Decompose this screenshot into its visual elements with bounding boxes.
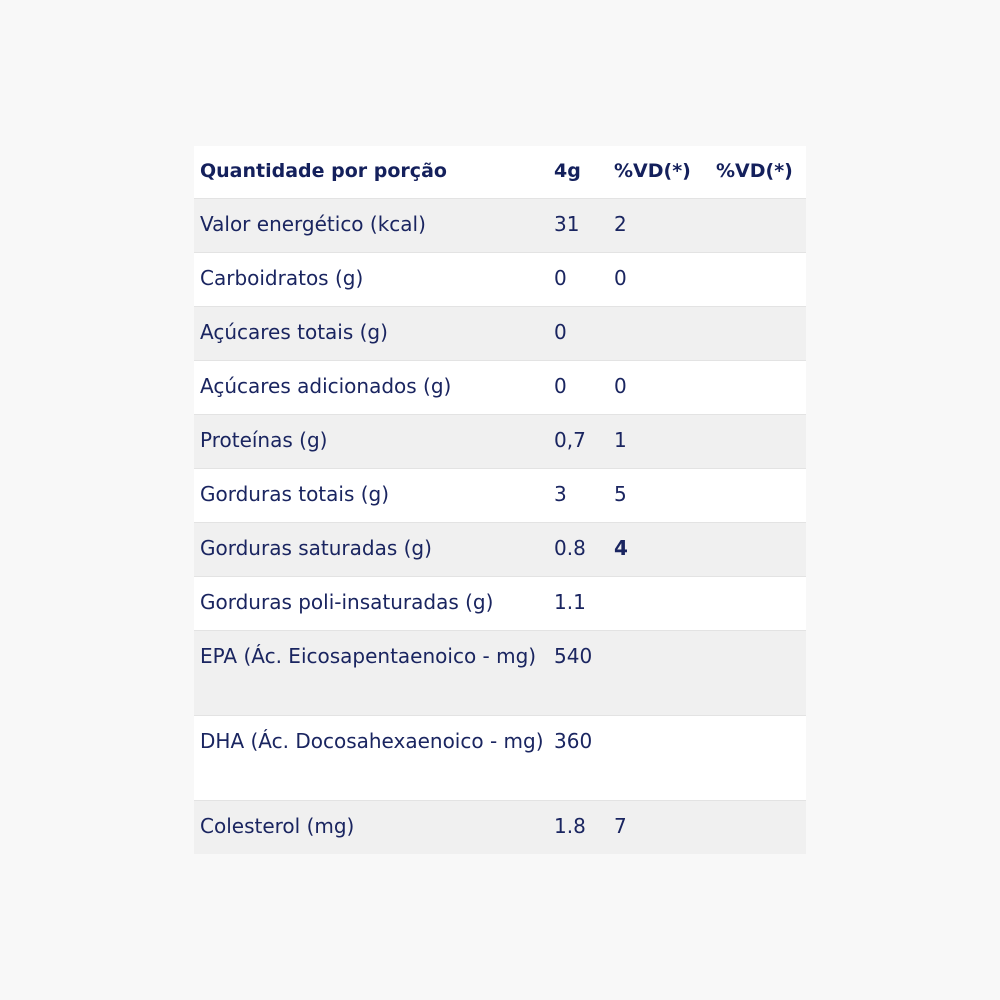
nutrient-daily-value-2	[712, 252, 806, 306]
nutrition-table	[194, 146, 806, 854]
nutrient-amount: 0	[554, 265, 567, 290]
nutrient-name: EPA (Ác. Eicosapentaenoico - mg)	[200, 643, 537, 668]
nutrient-daily-value-2	[712, 630, 806, 715]
nutrient-name: Gorduras totais (g)	[200, 481, 390, 506]
nutrient-daily-value-2	[712, 800, 806, 854]
nutrient-amount: 360	[554, 728, 593, 753]
nutrient-daily-value	[610, 306, 712, 360]
nutrient-name: Açúcares totais (g)	[200, 319, 388, 344]
nutrient-amount: 0,7	[554, 427, 586, 452]
table-row	[194, 715, 806, 800]
nutrient-daily-value: 1	[614, 427, 627, 452]
nutrient-amount: 1.1	[554, 589, 586, 614]
nutrient-amount: 3	[554, 481, 567, 506]
table-row	[194, 198, 806, 252]
nutrient-name: Valor energético (kcal)	[200, 211, 426, 236]
nutrient-name: Proteínas (g)	[200, 427, 328, 452]
nutrient-amount: 540	[554, 643, 593, 668]
nutrient-name: DHA (Ác. Docosahexaenoico - mg)	[200, 728, 544, 753]
nutrient-amount: 31	[554, 211, 580, 236]
nutrient-daily-value	[610, 630, 712, 715]
header-quantity-per-serving: Quantidade por porção	[200, 160, 447, 182]
nutrient-daily-value: 4	[614, 535, 628, 560]
nutrient-daily-value: 0	[614, 373, 627, 398]
table-header-row	[194, 146, 806, 198]
table-row	[194, 576, 806, 630]
nutrient-name: Gorduras poli-insaturadas (g)	[200, 589, 494, 614]
nutrient-name: Colesterol (mg)	[200, 813, 355, 838]
table-row	[194, 468, 806, 522]
nutrient-daily-value-2	[712, 522, 806, 576]
nutrient-daily-value	[610, 715, 712, 800]
nutrient-daily-value: 7	[614, 813, 627, 838]
table-row	[194, 360, 806, 414]
nutrient-daily-value-2	[712, 715, 806, 800]
nutrient-amount: 1.8	[554, 813, 586, 838]
nutrient-daily-value	[610, 576, 712, 630]
nutrient-amount: 0.8	[554, 535, 586, 560]
table-row	[194, 522, 806, 576]
table-row	[194, 630, 806, 715]
nutrient-name: Carboidratos (g)	[200, 265, 364, 290]
table-row	[194, 306, 806, 360]
header-daily-value-1: %VD(*)	[614, 160, 691, 182]
nutrient-daily-value: 5	[614, 481, 627, 506]
nutrient-name: Açúcares adicionados (g)	[200, 373, 452, 398]
nutrient-daily-value-2	[712, 306, 806, 360]
table-row	[194, 414, 806, 468]
table-row	[194, 800, 806, 854]
table-row	[194, 252, 806, 306]
nutrient-daily-value-2	[712, 414, 806, 468]
nutrient-daily-value-2	[712, 360, 806, 414]
nutrient-amount: 0	[554, 373, 567, 398]
nutrient-amount: 0	[554, 319, 567, 344]
nutrient-daily-value-2	[712, 198, 806, 252]
nutrient-daily-value: 0	[614, 265, 627, 290]
nutrient-daily-value-2	[712, 468, 806, 522]
nutrition-table-container	[194, 146, 806, 854]
nutrient-daily-value: 2	[614, 211, 627, 236]
nutrient-name: Gorduras saturadas (g)	[200, 535, 432, 560]
header-serving-size: 4g	[554, 160, 581, 182]
nutrient-daily-value-2	[712, 576, 806, 630]
header-daily-value-2: %VD(*)	[716, 160, 793, 182]
